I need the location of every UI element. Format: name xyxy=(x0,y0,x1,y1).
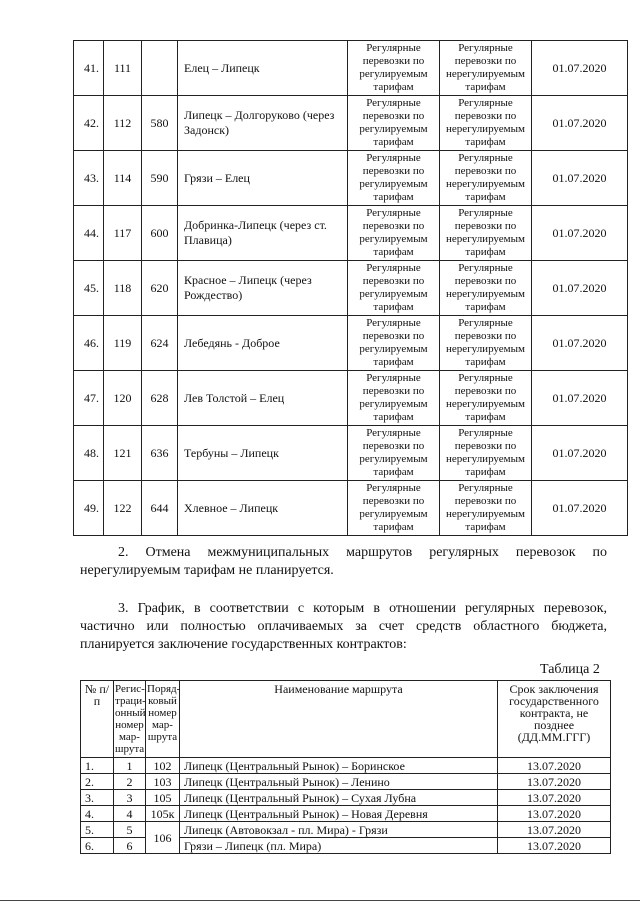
route-number: 105 xyxy=(146,790,180,806)
row-number: 44. xyxy=(74,206,104,261)
reg-number: 122 xyxy=(104,481,142,536)
route-number: 644 xyxy=(142,481,178,536)
route-number: 620 xyxy=(142,261,178,316)
reg-number: 119 xyxy=(104,316,142,371)
contract-date: 13.07.2020 xyxy=(498,838,611,854)
transport-kind-regulated: Регулярные перевозки по регулируемым тарифам xyxy=(348,316,440,371)
row-number: 6. xyxy=(81,838,114,854)
route-number: 580 xyxy=(142,96,178,151)
route-name: Липецк (Центральный Рынок) – Новая Деревня xyxy=(180,806,498,822)
page-bottom-rule xyxy=(0,900,640,901)
route-name: Лебедянь - Доброе xyxy=(178,316,348,371)
transport-kind-regulated: Регулярные перевозки по регулируемым тарифам xyxy=(348,96,440,151)
row-number: 5. xyxy=(81,822,114,838)
table-row xyxy=(81,790,611,806)
reg-number: 6 xyxy=(114,838,146,854)
header-num: № п/п xyxy=(81,681,114,758)
route-name: Липецк (Центральный Рынок) – Ленино xyxy=(180,774,498,790)
row-number: 49. xyxy=(74,481,104,536)
transport-kind-regulated: Регулярные перевозки по регулируемым тарифам xyxy=(348,426,440,481)
contract-date: 13.07.2020 xyxy=(498,758,611,774)
change-date: 01.07.2020 xyxy=(532,96,628,151)
reg-number: 2 xyxy=(114,774,146,790)
transport-kind-regulated: Регулярные перевозки по регулируемым тарифам xyxy=(348,371,440,426)
row-number: 1. xyxy=(81,758,114,774)
change-date: 01.07.2020 xyxy=(532,481,628,536)
contract-date: 13.07.2020 xyxy=(498,790,611,806)
transport-kind-regulated: Регулярные перевозки по регулируемым тарифам xyxy=(348,261,440,316)
reg-number: 117 xyxy=(104,206,142,261)
transport-kind-unregulated: Регулярные перевозки по нерегулируемым тарифам xyxy=(440,206,532,261)
paragraph-2: 2. Отмена межмуниципальных маршрутов регулярных перевозок по нерегулируемым тарифам не планируется. xyxy=(80,545,607,578)
row-number: 46. xyxy=(74,316,104,371)
row-number: 42. xyxy=(74,96,104,151)
row-number: 2. xyxy=(81,774,114,790)
header-route-number: Поряд-ковый номер мар-шрута xyxy=(146,681,180,758)
table-row xyxy=(74,151,628,206)
change-date: 01.07.2020 xyxy=(532,206,628,261)
table-row xyxy=(74,371,628,426)
transport-kind-unregulated: Регулярные перевозки по нерегулируемым тарифам xyxy=(440,481,532,536)
transport-kind-regulated: Регулярные перевозки по регулируемым тарифам xyxy=(348,41,440,96)
reg-number: 120 xyxy=(104,371,142,426)
transport-kind-unregulated: Регулярные перевозки по нерегулируемым тарифам xyxy=(440,96,532,151)
transport-kind-regulated: Регулярные перевозки по регулируемым тарифам xyxy=(348,151,440,206)
contract-date: 13.07.2020 xyxy=(498,774,611,790)
change-date: 01.07.2020 xyxy=(532,371,628,426)
table-row xyxy=(81,806,611,822)
route-name: Тербуны – Липецк xyxy=(178,426,348,481)
contract-date: 13.07.2020 xyxy=(498,806,611,822)
reg-number: 1 xyxy=(114,758,146,774)
reg-number: 3 xyxy=(114,790,146,806)
transport-kind-unregulated: Регулярные перевозки по нерегулируемым тарифам xyxy=(440,426,532,481)
table-row xyxy=(74,426,628,481)
table-2-caption: Таблица 2 xyxy=(540,662,600,677)
reg-number: 121 xyxy=(104,426,142,481)
change-date: 01.07.2020 xyxy=(532,426,628,481)
contract-date: 13.07.2020 xyxy=(498,822,611,838)
route-name: Хлевное – Липецк xyxy=(178,481,348,536)
transport-kind-unregulated: Регулярные перевозки по нерегулируемым тарифам xyxy=(440,261,532,316)
route-number xyxy=(142,41,178,96)
route-number: 102 xyxy=(146,758,180,774)
change-date: 01.07.2020 xyxy=(532,261,628,316)
transport-kind-unregulated: Регулярные перевозки по нерегулируемым тарифам xyxy=(440,316,532,371)
header-route-name: Наименование маршрута xyxy=(180,681,498,758)
route-number: 103 xyxy=(146,774,180,790)
table-row xyxy=(74,96,628,151)
route-number: 590 xyxy=(142,151,178,206)
transport-kind-regulated: Регулярные перевозки по регулируемым тарифам xyxy=(348,206,440,261)
row-number: 47. xyxy=(74,371,104,426)
route-number: 636 xyxy=(142,426,178,481)
transport-kind-regulated: Регулярные перевозки по регулируемым тарифам xyxy=(348,481,440,536)
route-number: 624 xyxy=(142,316,178,371)
table-row xyxy=(74,261,628,316)
row-number: 43. xyxy=(74,151,104,206)
route-name: Липецк (Центральный Рынок) – Сухая Лубна xyxy=(180,790,498,806)
row-number: 41. xyxy=(74,41,104,96)
route-name: Грязи – Липецк (пл. Мира) xyxy=(180,838,498,854)
change-date: 01.07.2020 xyxy=(532,151,628,206)
table-row xyxy=(74,41,628,96)
paragraph-3: 3. График, в соответствии с которым в отношении регулярных перевозок, частично или полностью оплачиваемых за счет средств областного бюджета, планируется заключение государственных контрактов: xyxy=(80,601,607,652)
change-date: 01.07.2020 xyxy=(532,316,628,371)
route-number: 106 xyxy=(146,822,180,854)
route-name: Липецк (Центральный Рынок) – Боринское xyxy=(180,758,498,774)
table-row xyxy=(74,481,628,536)
transport-kind-unregulated: Регулярные перевозки по нерегулируемым тарифам xyxy=(440,41,532,96)
table-row xyxy=(74,316,628,371)
route-number: 600 xyxy=(142,206,178,261)
route-name: Липецк – Долгоруково (через Задонск) xyxy=(178,96,348,151)
transport-kind-unregulated: Регулярные перевозки по нерегулируемым тарифам xyxy=(440,151,532,206)
row-number: 45. xyxy=(74,261,104,316)
reg-number: 118 xyxy=(104,261,142,316)
reg-number: 111 xyxy=(104,41,142,96)
reg-number: 112 xyxy=(104,96,142,151)
routes-schedule-table xyxy=(73,40,628,536)
route-name: Липецк (Автовокзал - пл. Мира) - Грязи xyxy=(180,822,498,838)
route-name: Красное – Липецк (через Рождество) xyxy=(178,261,348,316)
table-row xyxy=(81,758,611,774)
route-name: Лев Толстой – Елец xyxy=(178,371,348,426)
reg-number: 114 xyxy=(104,151,142,206)
route-name: Грязи – Елец xyxy=(178,151,348,206)
transport-kind-unregulated: Регулярные перевозки по нерегулируемым тарифам xyxy=(440,371,532,426)
header-reg-number: Регис-траци-онный номер мар-шрута xyxy=(114,681,146,758)
row-number: 4. xyxy=(81,806,114,822)
route-name: Добринка-Липецк (через ст. Плавица) xyxy=(178,206,348,261)
row-number: 48. xyxy=(74,426,104,481)
row-number: 3. xyxy=(81,790,114,806)
table-row xyxy=(81,774,611,790)
contracts-table xyxy=(80,680,611,854)
route-number: 628 xyxy=(142,371,178,426)
change-date: 01.07.2020 xyxy=(532,41,628,96)
table-row xyxy=(81,822,611,838)
header-contract-term: Срок заключения государственного контракта, не позднее (ДД.ММ.ГГГ) xyxy=(498,681,611,758)
reg-number: 4 xyxy=(114,806,146,822)
reg-number: 5 xyxy=(114,822,146,838)
table-row xyxy=(74,206,628,261)
route-number: 105к xyxy=(146,806,180,822)
route-name: Елец – Липецк xyxy=(178,41,348,96)
